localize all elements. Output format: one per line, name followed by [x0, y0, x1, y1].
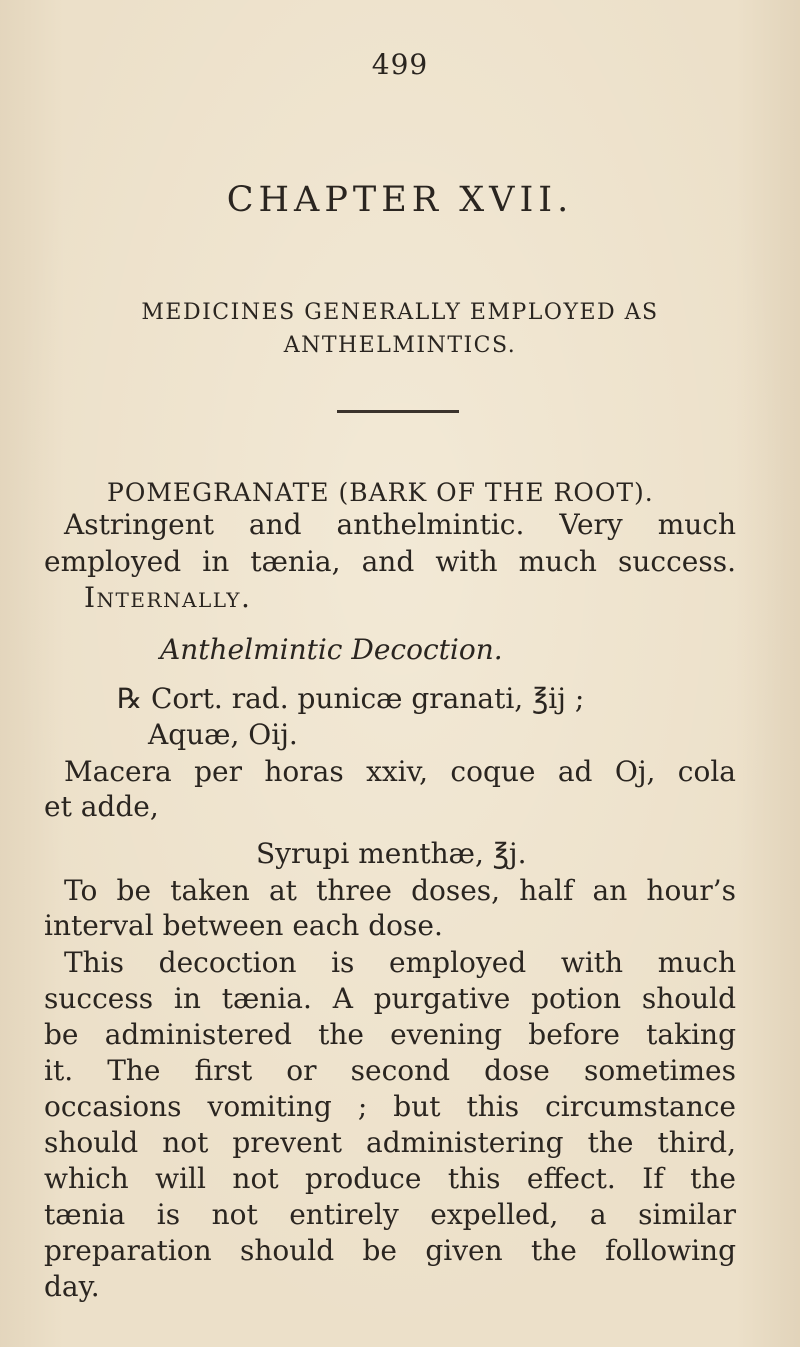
body-line: be administered the evening before taking [44, 1018, 736, 1051]
body-line: This decoction is employed with much [64, 946, 736, 979]
formula-line: ℞ Cort. rad. punicæ granati, ℥ij ; [117, 682, 585, 715]
body-line: success in tænia. A purgative potion should [44, 982, 736, 1015]
body-line: it. The first or second dose sometimes [44, 1054, 736, 1087]
body-line: Internally. [84, 581, 252, 614]
body-line: should not prevent administering the third, [44, 1126, 736, 1159]
formula-line: Aquæ, Oij. [148, 718, 298, 751]
formula-line: Syrupi menthæ, ℥j. [256, 837, 527, 870]
chapter-subtitle-line-2: ANTHELMINTICS. [283, 333, 517, 358]
body-line: tænia is not entirely expelled, a similar [44, 1198, 736, 1231]
formula-line: Macera per horas xxiv, coque ad Oj, cola [64, 755, 736, 788]
formula-line: et adde, [44, 790, 159, 823]
body-line: employed in tænia, and with much success. [44, 545, 736, 578]
chapter-subtitle-line-1: MEDICINES GENERALLY EMPLOYED AS [141, 300, 659, 325]
section-heading: POMEGRANATE (BARK OF THE ROOT). [107, 478, 654, 507]
chapter-title: CHAPTER XVII. [226, 180, 574, 220]
divider-rule [337, 410, 459, 413]
formula-title: Anthelmintic Decoction. [160, 633, 503, 666]
body-line: occasions vomiting ; but this circumstance [44, 1090, 736, 1123]
body-line: To be taken at three doses, half an hour’s [64, 874, 736, 907]
body-line: preparation should be given the following [44, 1234, 736, 1267]
body-line: interval between each dose. [44, 909, 443, 942]
page-number: 499 [371, 48, 429, 81]
body-line: Astringent and anthelmintic. Very much [64, 508, 736, 541]
body-line: day. [44, 1270, 100, 1303]
body-line: which will not produce this effect. If the [44, 1162, 736, 1195]
